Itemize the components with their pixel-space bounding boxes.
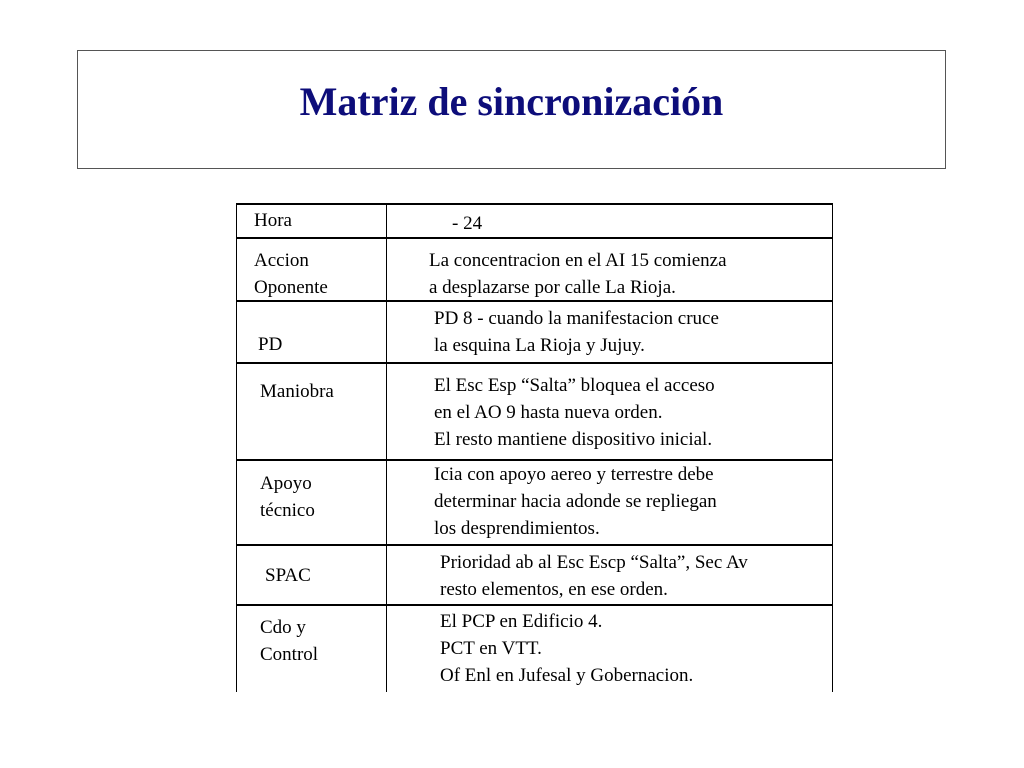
row-content-cdo-control: El PCP en Edificio 4. PCT en VTT. Of Enl en Jufesal y Gobernacion. (440, 611, 694, 686)
row-label-pd: PD (258, 334, 283, 355)
row-label-cdo-control: Cdo y Control (260, 617, 319, 665)
table-rule (832, 203, 833, 692)
row-content-pd: PD 8 - cuando la manifestacion cruce la esquina La Rioja y Jujuy. (434, 308, 719, 356)
row-label-maniobra: Maniobra (260, 381, 334, 402)
table-rule (236, 544, 833, 546)
table-rule (386, 203, 387, 692)
table-rule (236, 604, 833, 606)
row-label-hora: Hora (254, 210, 292, 231)
row-content-maniobra: El Esc Esp “Salta” bloquea el acceso en el AO 9 hasta nueva orden. El resto mantiene dispositivo inicial. (434, 375, 715, 450)
row-content-hora: - 24 (452, 213, 483, 234)
row-content-spac: Prioridad ab al Esc Escp “Salta”, Sec Av resto elementos, en ese orden. (440, 552, 748, 600)
row-label-accion-oponente: Accion Oponente (254, 250, 328, 298)
sync-matrix-table (236, 203, 833, 692)
table-rule (236, 203, 833, 205)
slide-title: Matriz de sincronización (299, 79, 724, 124)
title-box (77, 50, 946, 169)
row-content-accion-oponente: La concentracion en el AI 15 comienza a desplazarse por calle La Rioja. (429, 250, 727, 298)
table-rule (236, 203, 237, 692)
row-label-spac: SPAC (265, 565, 311, 586)
row-label-apoyo-tecnico: Apoyo técnico (260, 473, 315, 521)
table-rule (236, 362, 833, 364)
table-rule (236, 237, 833, 239)
row-content-apoyo-tecnico: Icia con apoyo aereo y terrestre debe determinar hacia adonde se repliegan los desprendimientos. (434, 464, 717, 539)
